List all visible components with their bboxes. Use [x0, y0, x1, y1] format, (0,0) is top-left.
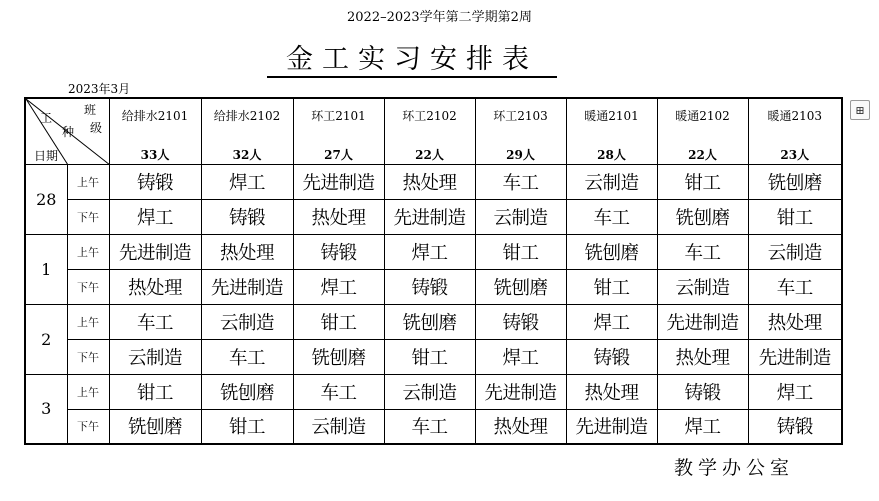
- day-cell: 2: [25, 304, 67, 374]
- course-cell: 车工: [109, 304, 201, 339]
- course-cell: 钳工: [657, 164, 748, 199]
- corner-label-zhong: 种: [62, 125, 75, 139]
- class-name: 暖通2102: [675, 109, 730, 123]
- table-view-icon[interactable]: ⊞: [850, 100, 870, 120]
- period-cell: 下午: [67, 339, 109, 374]
- corner-label-ban: 班: [84, 103, 97, 117]
- course-cell: 铸锻: [657, 374, 748, 409]
- course-cell: 钳工: [201, 409, 293, 444]
- course-cell: 热处理: [475, 409, 566, 444]
- class-name: 环工2103: [493, 109, 548, 123]
- course-cell: 云制造: [566, 164, 657, 199]
- course-cell: 热处理: [384, 164, 475, 199]
- course-cell: 焊工: [748, 374, 842, 409]
- schedule-row: [25, 374, 842, 409]
- course-cell: 先进制造: [748, 339, 842, 374]
- course-cell: 铸锻: [475, 304, 566, 339]
- period-cell: 下午: [67, 269, 109, 304]
- course-cell: 云制造: [293, 409, 384, 444]
- course-cell: 铣刨磨: [748, 164, 842, 199]
- schedule-row: [25, 409, 842, 444]
- schedule-table: [24, 97, 843, 445]
- document-subtitle: 2022–2023学年第二学期第2周: [347, 10, 532, 25]
- period-cell: 上午: [67, 374, 109, 409]
- class-header-cell: [201, 98, 293, 164]
- course-cell: 热处理: [657, 339, 748, 374]
- course-cell: 铣刨磨: [566, 234, 657, 269]
- signature-office: 教学办公室: [674, 457, 795, 479]
- schedule-row: [25, 304, 842, 339]
- course-cell: 先进制造: [657, 304, 748, 339]
- course-cell: 云制造: [657, 269, 748, 304]
- class-name: 暖通2101: [584, 109, 639, 123]
- class-student-count: 32人: [232, 147, 262, 162]
- course-cell: 车工: [293, 374, 384, 409]
- class-student-count: 28人: [597, 147, 626, 162]
- course-cell: 铸锻: [384, 269, 475, 304]
- corner-header-cell: [25, 98, 109, 164]
- period-cell: 上午: [67, 164, 109, 199]
- course-cell: 先进制造: [475, 374, 566, 409]
- course-cell: 钳工: [384, 339, 475, 374]
- course-cell: 铣刨磨: [475, 269, 566, 304]
- course-cell: 先进制造: [384, 199, 475, 234]
- class-header-cell: [475, 98, 566, 164]
- course-cell: 铸锻: [748, 409, 842, 444]
- schedule-row: [25, 234, 842, 269]
- class-student-count: 27人: [324, 147, 353, 162]
- class-header-cell: [657, 98, 748, 164]
- course-cell: 钳工: [109, 374, 201, 409]
- course-cell: 钳工: [293, 304, 384, 339]
- course-cell: 焊工: [109, 199, 201, 234]
- course-cell: 车工: [657, 234, 748, 269]
- course-cell: 铣刨磨: [384, 304, 475, 339]
- course-cell: 钳工: [475, 234, 566, 269]
- course-cell: 先进制造: [109, 234, 201, 269]
- class-name: 环工2102: [402, 109, 457, 123]
- course-cell: 车工: [475, 164, 566, 199]
- course-cell: 热处理: [748, 304, 842, 339]
- class-name: 给排水2101: [121, 109, 189, 123]
- course-cell: 云制造: [384, 374, 475, 409]
- course-cell: 热处理: [109, 269, 201, 304]
- course-cell: 铣刨磨: [293, 339, 384, 374]
- document-title: 金工实习安排表: [267, 44, 557, 78]
- day-cell: 3: [25, 374, 67, 444]
- course-cell: 焊工: [475, 339, 566, 374]
- class-name: 给排水2102: [213, 109, 281, 123]
- class-student-count: 23人: [780, 147, 810, 162]
- course-cell: 热处理: [201, 234, 293, 269]
- course-cell: 车工: [384, 409, 475, 444]
- corner-label-gong: 工: [40, 111, 53, 125]
- course-cell: 焊工: [384, 234, 475, 269]
- course-cell: 车工: [201, 339, 293, 374]
- document-date: 2023年3月: [68, 82, 131, 96]
- course-cell: 铸锻: [109, 164, 201, 199]
- course-cell: 钳工: [566, 269, 657, 304]
- header-row: [25, 98, 842, 164]
- course-cell: 先进制造: [201, 269, 293, 304]
- course-cell: 热处理: [293, 199, 384, 234]
- schedule-row: [25, 339, 842, 374]
- course-cell: 先进制造: [293, 164, 384, 199]
- class-name: 环工2101: [311, 109, 366, 123]
- course-cell: 铸锻: [201, 199, 293, 234]
- class-student-count: 29人: [506, 147, 535, 162]
- corner-label-ji: 级: [90, 121, 103, 135]
- course-cell: 车工: [748, 269, 842, 304]
- schedule-row: [25, 269, 842, 304]
- course-cell: 焊工: [657, 409, 748, 444]
- class-student-count: 33人: [140, 147, 170, 162]
- class-student-count: 22人: [415, 147, 444, 162]
- class-header-cell: [293, 98, 384, 164]
- course-cell: 先进制造: [566, 409, 657, 444]
- period-cell: 上午: [67, 304, 109, 339]
- class-header-cell: [748, 98, 842, 164]
- class-header-cell: [384, 98, 475, 164]
- course-cell: 云制造: [201, 304, 293, 339]
- course-cell: 铸锻: [293, 234, 384, 269]
- course-cell: 铣刨磨: [657, 199, 748, 234]
- course-cell: 云制造: [475, 199, 566, 234]
- period-cell: 下午: [67, 199, 109, 234]
- course-cell: 焊工: [293, 269, 384, 304]
- course-cell: 车工: [566, 199, 657, 234]
- class-header-cell: [109, 98, 201, 164]
- class-name: 暖通2103: [767, 109, 823, 123]
- course-cell: 热处理: [566, 374, 657, 409]
- course-cell: 云制造: [109, 339, 201, 374]
- day-cell: 28: [25, 164, 67, 234]
- period-cell: 下午: [67, 409, 109, 444]
- course-cell: 铣刨磨: [109, 409, 201, 444]
- course-cell: 铸锻: [566, 339, 657, 374]
- class-header-cell: [566, 98, 657, 164]
- day-cell: 1: [25, 234, 67, 304]
- course-cell: 钳工: [748, 199, 842, 234]
- course-cell: 焊工: [201, 164, 293, 199]
- course-cell: 焊工: [566, 304, 657, 339]
- period-cell: 上午: [67, 234, 109, 269]
- schedule-row: [25, 199, 842, 234]
- course-cell: 铣刨磨: [201, 374, 293, 409]
- corner-label-date: 日期: [34, 149, 59, 163]
- schedule-row: [25, 164, 842, 199]
- course-cell: 云制造: [748, 234, 842, 269]
- class-student-count: 22人: [688, 147, 717, 162]
